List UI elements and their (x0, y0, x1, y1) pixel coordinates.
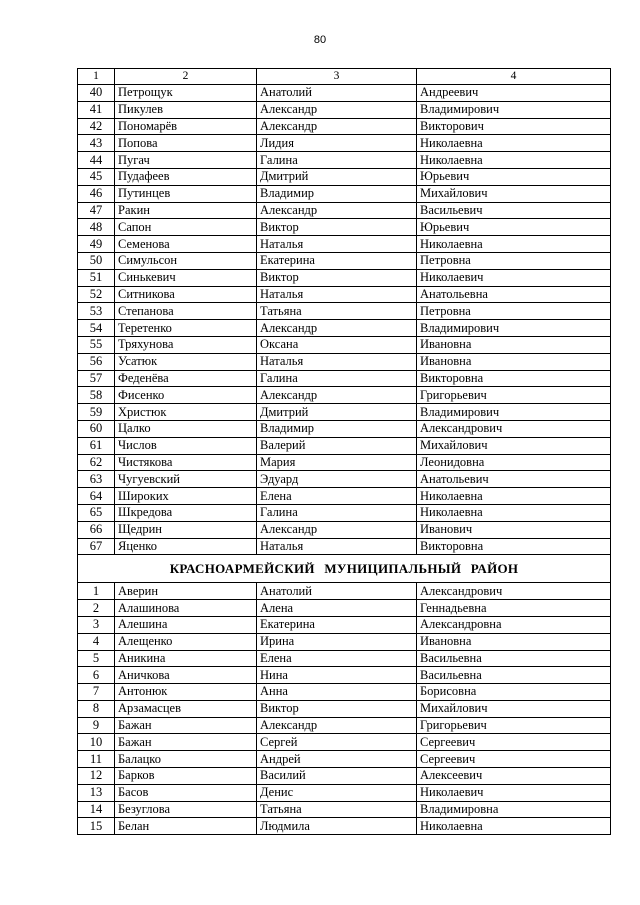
table-row (78, 437, 611, 454)
first-name-cell: Алена (257, 600, 417, 617)
surname-cell: Пудафеев (115, 168, 257, 185)
table-row (78, 667, 611, 684)
first-name-cell: Александр (257, 320, 417, 337)
table-row (78, 286, 611, 303)
surname-cell: Теретенко (115, 320, 257, 337)
surname-cell: Пономарёв (115, 118, 257, 135)
row-number-cell: 2 (78, 600, 115, 617)
surname-cell: Чугуевский (115, 471, 257, 488)
patronymic-cell: Григорьевич (417, 717, 611, 734)
row-number-cell: 3 (78, 616, 115, 633)
patronymic-cell: Викторовна (417, 370, 611, 387)
table-row (78, 236, 611, 253)
patronymic-cell: Владимировна (417, 801, 611, 818)
first-name-cell: Виктор (257, 269, 417, 286)
patronymic-cell: Алексеевич (417, 768, 611, 785)
table-row (78, 101, 611, 118)
row-number-cell: 43 (78, 135, 115, 152)
patronymic-cell: Владимирович (417, 101, 611, 118)
table-row (78, 219, 611, 236)
surname-cell: Щедрин (115, 521, 257, 538)
patronymic-cell: Ивановна (417, 353, 611, 370)
table-row (78, 353, 611, 370)
table-row (78, 152, 611, 169)
table-row (78, 202, 611, 219)
patronymic-cell: Владимирович (417, 320, 611, 337)
patronymic-cell: Петровна (417, 303, 611, 320)
row-number-cell: 12 (78, 768, 115, 785)
row-number-cell: 65 (78, 504, 115, 521)
table-row (78, 633, 611, 650)
patronymic-cell: Николаевна (417, 236, 611, 253)
table-row (78, 538, 611, 555)
first-name-cell: Владимир (257, 420, 417, 437)
first-name-cell: Наталья (257, 236, 417, 253)
surname-cell: Христюк (115, 404, 257, 421)
table-row (78, 818, 611, 835)
surname-cell: Аничкова (115, 667, 257, 684)
table-row (78, 303, 611, 320)
table-row (78, 717, 611, 734)
row-number-cell: 60 (78, 420, 115, 437)
names-table (77, 68, 611, 835)
first-name-cell: Нина (257, 667, 417, 684)
first-name-cell: Виктор (257, 700, 417, 717)
patronymic-cell: Михайлович (417, 185, 611, 202)
row-number-cell: 6 (78, 667, 115, 684)
patronymic-cell: Анатольевна (417, 286, 611, 303)
column-header: 4 (417, 69, 611, 85)
first-name-cell: Лидия (257, 135, 417, 152)
row-number-cell: 44 (78, 152, 115, 169)
first-name-cell: Татьяна (257, 303, 417, 320)
patronymic-cell: Николаевна (417, 135, 611, 152)
first-name-cell: Наталья (257, 286, 417, 303)
first-name-cell: Наталья (257, 353, 417, 370)
row-number-cell: 47 (78, 202, 115, 219)
surname-cell: Белан (115, 818, 257, 835)
table-row (78, 471, 611, 488)
table-row (78, 185, 611, 202)
table-row (78, 768, 611, 785)
table-row (78, 168, 611, 185)
row-number-cell: 10 (78, 734, 115, 751)
first-name-cell: Анатолий (257, 583, 417, 600)
first-name-cell: Людмила (257, 818, 417, 835)
patronymic-cell: Сергеевич (417, 734, 611, 751)
surname-cell: Петрощук (115, 85, 257, 102)
patronymic-cell: Александрович (417, 583, 611, 600)
surname-cell: Степанова (115, 303, 257, 320)
first-name-cell: Галина (257, 504, 417, 521)
row-number-cell: 8 (78, 700, 115, 717)
page-number: 80 (313, 34, 327, 46)
patronymic-cell: Владимирович (417, 404, 611, 421)
surname-cell: Синькевич (115, 269, 257, 286)
section-title: КРАСНОАРМЕЙСКИЙ МУНИЦИПАЛЬНЫЙ РАЙОН (78, 555, 611, 583)
first-name-cell: Татьяна (257, 801, 417, 818)
surname-cell: Яценко (115, 538, 257, 555)
row-number-cell: 45 (78, 168, 115, 185)
surname-cell: Алещенко (115, 633, 257, 650)
table-row (78, 488, 611, 505)
table-row (78, 269, 611, 286)
row-number-cell: 64 (78, 488, 115, 505)
first-name-cell: Александр (257, 202, 417, 219)
patronymic-cell: Борисовна (417, 684, 611, 701)
surname-cell: Цалко (115, 420, 257, 437)
patronymic-cell: Викторович (417, 118, 611, 135)
patronymic-cell: Ивановна (417, 336, 611, 353)
surname-cell: Шкредова (115, 504, 257, 521)
surname-cell: Широких (115, 488, 257, 505)
column-header: 1 (78, 69, 115, 85)
table-row (78, 734, 611, 751)
patronymic-cell: Петровна (417, 252, 611, 269)
row-number-cell: 51 (78, 269, 115, 286)
surname-cell: Сапон (115, 219, 257, 236)
row-number-cell: 11 (78, 751, 115, 768)
surname-cell: Пикулев (115, 101, 257, 118)
patronymic-cell: Ивановна (417, 633, 611, 650)
surname-cell: Попова (115, 135, 257, 152)
table-row (78, 404, 611, 421)
surname-cell: Антонюк (115, 684, 257, 701)
surname-cell: Алешина (115, 616, 257, 633)
first-name-cell: Денис (257, 784, 417, 801)
patronymic-cell: Григорьевич (417, 387, 611, 404)
table-row (78, 600, 611, 617)
first-name-cell: Елена (257, 488, 417, 505)
first-name-cell: Александр (257, 101, 417, 118)
patronymic-cell: Николаевич (417, 269, 611, 286)
patronymic-cell: Сергеевич (417, 751, 611, 768)
row-number-cell: 15 (78, 818, 115, 835)
table-row (78, 336, 611, 353)
first-name-cell: Сергей (257, 734, 417, 751)
surname-cell: Фисенко (115, 387, 257, 404)
table-row (78, 801, 611, 818)
row-number-cell: 50 (78, 252, 115, 269)
first-name-cell: Виктор (257, 219, 417, 236)
patronymic-cell: Николаевна (417, 152, 611, 169)
surname-cell: Арзамасцев (115, 700, 257, 717)
patronymic-cell: Николаевич (417, 784, 611, 801)
surname-cell: Басов (115, 784, 257, 801)
surname-cell: Путинцев (115, 185, 257, 202)
row-number-cell: 1 (78, 583, 115, 600)
row-number-cell: 42 (78, 118, 115, 135)
first-name-cell: Александр (257, 717, 417, 734)
column-header: 3 (257, 69, 417, 85)
first-name-cell: Владимир (257, 185, 417, 202)
table-row (78, 684, 611, 701)
surname-cell: Числов (115, 437, 257, 454)
first-name-cell: Анатолий (257, 85, 417, 102)
patronymic-cell: Викторовна (417, 538, 611, 555)
first-name-cell: Андрей (257, 751, 417, 768)
first-name-cell: Мария (257, 454, 417, 471)
surname-cell: Аверин (115, 583, 257, 600)
first-name-cell: Ирина (257, 633, 417, 650)
table-row (78, 784, 611, 801)
first-name-cell: Екатерина (257, 616, 417, 633)
row-number-cell: 49 (78, 236, 115, 253)
first-name-cell: Екатерина (257, 252, 417, 269)
table-row (78, 135, 611, 152)
surname-cell: Семенова (115, 236, 257, 253)
surname-cell: Феденёва (115, 370, 257, 387)
patronymic-cell: Юрьевич (417, 219, 611, 236)
row-number-cell: 59 (78, 404, 115, 421)
patronymic-cell: Леонидовна (417, 454, 611, 471)
table-row (78, 751, 611, 768)
patronymic-cell: Геннадьевна (417, 600, 611, 617)
surname-cell: Усатюк (115, 353, 257, 370)
table-row (78, 616, 611, 633)
table-row (78, 387, 611, 404)
patronymic-cell: Иванович (417, 521, 611, 538)
surname-cell: Бажан (115, 734, 257, 751)
table-row (78, 118, 611, 135)
surname-cell: Безуглова (115, 801, 257, 818)
table-row (78, 85, 611, 102)
row-number-cell: 14 (78, 801, 115, 818)
patronymic-cell: Анатольевич (417, 471, 611, 488)
row-number-cell: 55 (78, 336, 115, 353)
first-name-cell: Елена (257, 650, 417, 667)
section-row (78, 555, 611, 583)
surname-cell: Балацко (115, 751, 257, 768)
first-name-cell: Анна (257, 684, 417, 701)
row-number-cell: 54 (78, 320, 115, 337)
row-number-cell: 67 (78, 538, 115, 555)
first-name-cell: Наталья (257, 538, 417, 555)
first-name-cell: Эдуард (257, 471, 417, 488)
first-name-cell: Александр (257, 118, 417, 135)
first-name-cell: Дмитрий (257, 168, 417, 185)
row-number-cell: 13 (78, 784, 115, 801)
table-row (78, 521, 611, 538)
patronymic-cell: Александрович (417, 420, 611, 437)
row-number-cell: 52 (78, 286, 115, 303)
patronymic-cell: Васильевна (417, 650, 611, 667)
patronymic-cell: Михайлович (417, 700, 611, 717)
surname-cell: Алашинова (115, 600, 257, 617)
patronymic-cell: Николаевна (417, 504, 611, 521)
row-number-cell: 56 (78, 353, 115, 370)
surname-cell: Симульсон (115, 252, 257, 269)
surname-cell: Аникина (115, 650, 257, 667)
patronymic-cell: Васильевич (417, 202, 611, 219)
table-row (78, 650, 611, 667)
row-number-cell: 9 (78, 717, 115, 734)
first-name-cell: Александр (257, 521, 417, 538)
row-number-cell: 46 (78, 185, 115, 202)
row-number-cell: 57 (78, 370, 115, 387)
row-number-cell: 48 (78, 219, 115, 236)
table-row (78, 252, 611, 269)
patronymic-cell: Александровна (417, 616, 611, 633)
surname-cell: Тряхунова (115, 336, 257, 353)
patronymic-cell: Васильевна (417, 667, 611, 684)
table-row (78, 583, 611, 600)
row-number-cell: 7 (78, 684, 115, 701)
row-number-cell: 5 (78, 650, 115, 667)
first-name-cell: Оксана (257, 336, 417, 353)
row-number-cell: 40 (78, 85, 115, 102)
table-body (78, 69, 611, 835)
row-number-cell: 41 (78, 101, 115, 118)
first-name-cell: Валерий (257, 437, 417, 454)
first-name-cell: Василий (257, 768, 417, 785)
surname-cell: Ситникова (115, 286, 257, 303)
patronymic-cell: Юрьевич (417, 168, 611, 185)
table-row (78, 700, 611, 717)
row-number-cell: 4 (78, 633, 115, 650)
surname-cell: Чистякова (115, 454, 257, 471)
first-name-cell: Галина (257, 152, 417, 169)
table-row (78, 320, 611, 337)
column-header: 2 (115, 69, 257, 85)
table-row (78, 504, 611, 521)
row-number-cell: 63 (78, 471, 115, 488)
row-number-cell: 62 (78, 454, 115, 471)
first-name-cell: Дмитрий (257, 404, 417, 421)
row-number-cell: 53 (78, 303, 115, 320)
surname-cell: Барков (115, 768, 257, 785)
header-row (78, 69, 611, 85)
table-row (78, 370, 611, 387)
row-number-cell: 66 (78, 521, 115, 538)
first-name-cell: Александр (257, 387, 417, 404)
patronymic-cell: Андреевич (417, 85, 611, 102)
row-number-cell: 58 (78, 387, 115, 404)
table-row (78, 454, 611, 471)
surname-cell: Бажан (115, 717, 257, 734)
surname-cell: Ракин (115, 202, 257, 219)
surname-cell: Пугач (115, 152, 257, 169)
table-row (78, 420, 611, 437)
patronymic-cell: Михайлович (417, 437, 611, 454)
row-number-cell: 61 (78, 437, 115, 454)
patronymic-cell: Николаевна (417, 818, 611, 835)
first-name-cell: Галина (257, 370, 417, 387)
patronymic-cell: Николаевна (417, 488, 611, 505)
